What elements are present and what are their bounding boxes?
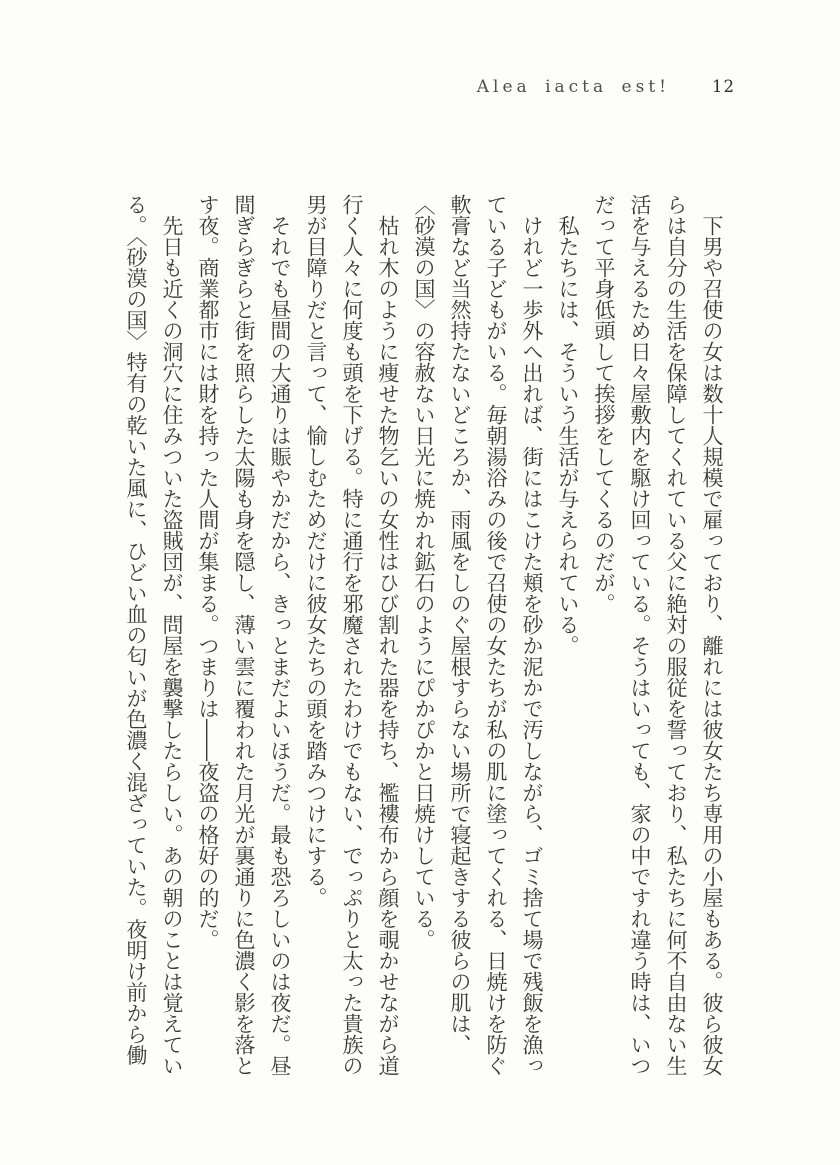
paragraph: 下男や召使の女は数十人規模で雇っており、離れには彼女たち専用の小屋もある。彼ら彼女らは自分の生活を保障してくれている父に絶対の服従を誓っており、私たちに何不自由ない生活を与えるため日々屋敷内を駆け回っている。そうはいっても、家の中ですれ違う時は、いつだって平身低頭して挨拶をしてくるのだが。 bbox=[592, 194, 724, 1076]
paragraph: それでも昼間の大通りは賑やかだから、きっとまだよいほうだ。最も恐ろしいのは夜だ。昼間ぎらぎらと街を照らした太陽も身を隠し、薄い雲に覆われた月光が裏通りに色濃く影を落とす夜。商業都市には財を持った人間が集まる。つまりは――夜盗の格好の的だ。 bbox=[196, 194, 292, 1076]
page-header bbox=[477, 79, 735, 96]
paragraph: けれど一歩外へ出れば、街にはこけた頬を砂か泥かで汚しながら、ゴミ捨て場で残飯を漁っている子どもがいる。毎朝湯浴みの後で召使の女たちが私の肌に塗ってくれる、日焼けを防ぐ軟膏など当然持たないどころか、雨風をしのぐ屋根すらない場所で寝起きする彼らの肌は、〈砂漠の国〉の容赦ない日光に焼かれ鉱石のようにぴかぴかと日焼けしている。 bbox=[412, 194, 544, 1076]
body-text bbox=[118, 194, 730, 1078]
running-title: Alea iacta est! bbox=[476, 77, 670, 97]
paragraph: 私たちには、そういう生活が与えられている。 bbox=[556, 215, 580, 656]
page-number: 12 bbox=[712, 77, 735, 96]
paragraph: 先日も近くの洞穴に住みついた盗賊団が、問屋を襲撃したらしい。あの朝のことは覚えている。〈砂漠の国〉特有の乾いた風に、ひどい血の匂いが色濃く混ざっていた。夜明け前から働 bbox=[124, 194, 184, 1076]
paragraph: 枯れ木のように痩せた物乞いの女性はひび割れた器を持ち、襤褸布から顔を覗かせながら道行く人々に何度も頭を下げる。特に通行を邪魔されたわけでもない、でっぷりと太った貴族の男が目障りだと言って、愉しむためだけに彼女たちの頭を踏みつけにする。 bbox=[304, 194, 400, 1076]
